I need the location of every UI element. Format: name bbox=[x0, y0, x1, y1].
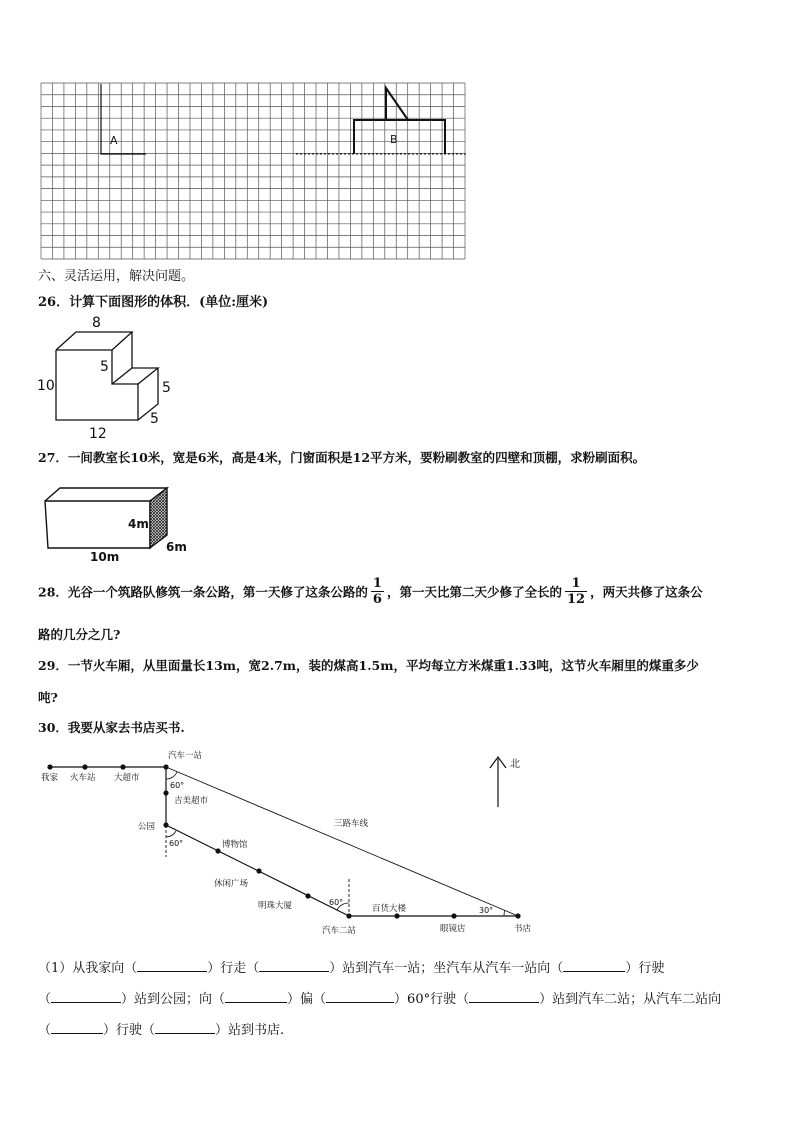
dim-top: 8 bbox=[92, 315, 101, 331]
map-route-3: 三路车线 bbox=[334, 819, 369, 829]
grid-figure bbox=[40, 82, 466, 260]
map-optical: 眼镜店 bbox=[440, 924, 466, 934]
box-width-label: 6m bbox=[166, 540, 187, 554]
blank-stops-4[interactable] bbox=[155, 1019, 215, 1034]
map-angle-30: 30° bbox=[479, 906, 494, 915]
sub2-d: ）60°行驶（ bbox=[394, 992, 470, 1007]
dim-left: 10 bbox=[37, 378, 55, 394]
map-museum: 博物馆 bbox=[222, 840, 248, 850]
shape-b-flag bbox=[386, 88, 408, 120]
blank-stops-2[interactable] bbox=[51, 988, 121, 1003]
frac1-num: 1 bbox=[372, 576, 382, 591]
map-angle-60-c: 60° bbox=[329, 898, 344, 907]
dim-depth: 5 bbox=[150, 411, 159, 427]
sub1-c: ）站到汽车一站；坐汽车从汽车一站向（ bbox=[329, 961, 564, 976]
q28-fraction-2 bbox=[565, 576, 587, 607]
q26-solid-figure bbox=[34, 312, 184, 442]
section-6-heading: 六、灵活运用，解决问题。 bbox=[38, 269, 195, 284]
sub1-d: ）行驶 bbox=[625, 961, 665, 976]
map-department-store: 百货大楼 bbox=[372, 904, 407, 914]
blank-direction-4[interactable] bbox=[326, 988, 394, 1003]
sub3-c: ）站到书店. bbox=[215, 1023, 285, 1038]
q28-part3: ，两天共修了这条公 bbox=[590, 584, 703, 600]
q28-fraction-1 bbox=[371, 576, 384, 607]
q30-sub1 bbox=[38, 957, 664, 976]
map-bus-stop-1: 汽车一站 bbox=[168, 751, 203, 761]
frac2-num: 1 bbox=[565, 576, 587, 592]
map-park: 公园 bbox=[138, 822, 156, 832]
shape-b-outline bbox=[354, 120, 445, 154]
sub2-c: ）偏（ bbox=[287, 992, 327, 1007]
map-angle-60-a: 60° bbox=[170, 781, 185, 790]
map-home: 我家 bbox=[41, 773, 59, 783]
blank-direction-5[interactable] bbox=[51, 1019, 103, 1034]
sub1-b: ）行走（ bbox=[207, 961, 260, 976]
q30-route-map bbox=[38, 745, 598, 940]
q26-text: 26．计算下面图形的体积．(单位:厘米) bbox=[38, 295, 269, 310]
box-height-label: 4m bbox=[128, 517, 149, 531]
q30-sub2 bbox=[38, 988, 721, 1007]
sub2-e: ）站到汽车二站；从汽车二站向 bbox=[539, 992, 722, 1007]
map-mingzhu: 明珠大厦 bbox=[258, 901, 293, 911]
q30-sub3 bbox=[38, 1019, 284, 1038]
frac1-den: 6 bbox=[372, 592, 382, 607]
q30-text: 30．我要从家去书店买书. bbox=[38, 720, 185, 735]
map-north: 北 bbox=[510, 759, 520, 770]
sub3-b: ）行驶（ bbox=[103, 1023, 156, 1038]
map-leisure-square: 休闲广场 bbox=[214, 879, 249, 889]
dim-right: 5 bbox=[162, 380, 171, 396]
map-jimei: 吉美超市 bbox=[174, 796, 209, 806]
q29-line2: 吨? bbox=[38, 690, 58, 705]
map-bookstore: 书店 bbox=[514, 924, 532, 934]
frac2-den: 12 bbox=[566, 592, 586, 607]
sub3-a: （ bbox=[38, 1023, 52, 1038]
q28-part2: ，第一天比第二天少修了全长的 bbox=[386, 584, 562, 600]
dim-inner: 5 bbox=[100, 359, 109, 375]
sub2-b: ）站到公园；向（ bbox=[121, 992, 226, 1007]
dim-bottom: 12 bbox=[89, 426, 107, 442]
blank-direction-1[interactable] bbox=[137, 957, 207, 972]
map-supermarket: 大超市 bbox=[114, 773, 140, 783]
shape-a-label: A bbox=[110, 134, 118, 147]
blank-stops-3[interactable] bbox=[469, 988, 539, 1003]
box-length-label: 10m bbox=[90, 550, 120, 563]
blank-direction-3[interactable] bbox=[225, 988, 287, 1003]
q27-text: 27．一间教室长10米，宽是6米，高是4米，门窗面积是12平方米，要粉刷教室的四壁和顶棚，求粉刷面积。 bbox=[38, 450, 646, 465]
q28-line2: 路的几分之几? bbox=[38, 627, 121, 642]
q28-line1 bbox=[38, 576, 703, 607]
q29-line1: 29．一节火车厢，从里面量长13m，宽2.7m，装的煤高1.5m，平均每立方米煤重1.33吨，这节火车厢里的煤重多少 bbox=[38, 658, 699, 673]
map-angle-60-b: 60° bbox=[169, 839, 184, 848]
shape-b-label: B bbox=[390, 133, 398, 146]
map-train-station: 火车站 bbox=[70, 773, 96, 783]
q27-box-figure bbox=[40, 483, 190, 563]
blank-stops-1[interactable] bbox=[259, 957, 329, 972]
blank-direction-2[interactable] bbox=[563, 957, 625, 972]
q28-part1: 28．光谷一个筑路队修筑一条公路，第一天修了这条公路的 bbox=[38, 584, 368, 600]
sub2-a: （ bbox=[38, 992, 52, 1007]
sub1-a: （1）从我家向（ bbox=[38, 961, 138, 976]
map-bus-stop-2: 汽车二站 bbox=[322, 926, 357, 936]
